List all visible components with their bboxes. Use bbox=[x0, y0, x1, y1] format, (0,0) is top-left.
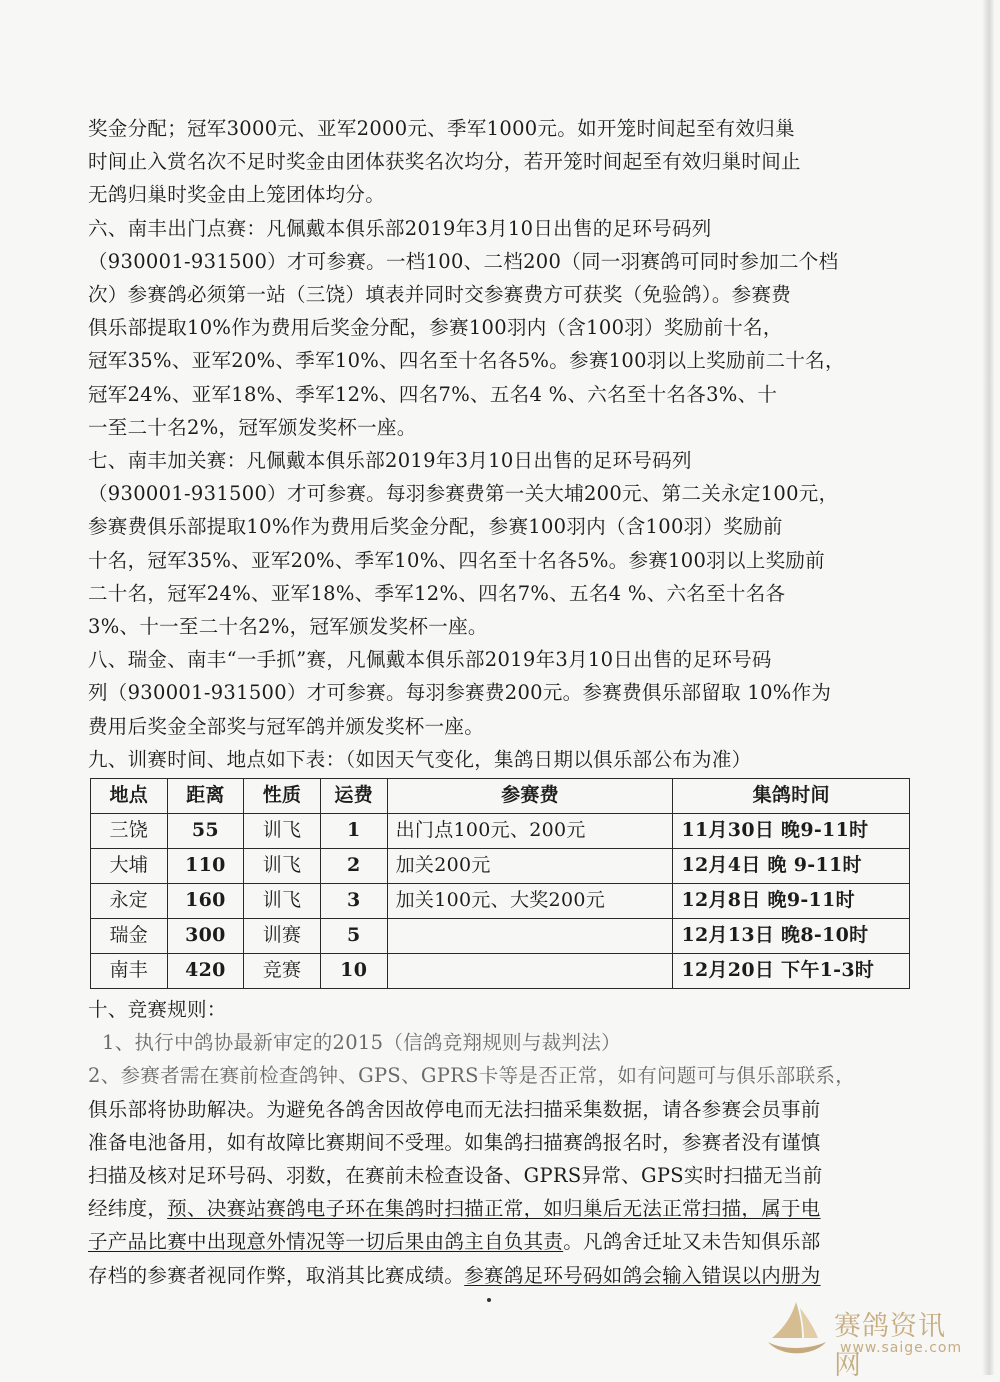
cell-freight: 5 bbox=[320, 919, 387, 954]
rule-2 bbox=[88, 1059, 948, 1291]
watermark-logo bbox=[762, 1298, 972, 1381]
cell-distance: 110 bbox=[167, 849, 244, 884]
text-line: （930001-931500）才可参赛。每羽参赛费第一关大埔200元、第二关永定100元， bbox=[88, 482, 839, 506]
text-line: 准备电池备用，如有故障比赛期间不受理。如集鸽扫描赛鸽报名时，参赛者没有谨慎 bbox=[88, 1130, 821, 1154]
cell-type: 训赛 bbox=[244, 919, 321, 954]
cell-freight: 10 bbox=[320, 954, 387, 989]
pigeon-sail-icon bbox=[762, 1298, 832, 1362]
cell-collection-time: 12月4日 晚 9-11时 bbox=[673, 849, 910, 884]
cell-collection-time: 11月30日 晚9-11时 bbox=[673, 814, 910, 849]
cell-entry-fee: 加关100元、大奖200元 bbox=[387, 884, 673, 919]
table-row bbox=[91, 919, 910, 954]
section-nine-heading: 九、训赛时间、地点如下表：（如因天气变化，集鸽日期以俱乐部公布为准） bbox=[88, 747, 752, 771]
text-line: 时间止入赏名次不足时奖金由团体获奖名次均分，若开笼时间起至有效归巢时间止 bbox=[88, 150, 801, 174]
text-line: 列（930001-931500）才可参赛。每羽参赛费200元。参赛费俱乐部留取 10%作为 bbox=[88, 681, 832, 705]
text-line: 十名，冠军35%、亚军20%、季军10%、四名至十名各5%。参赛100羽以上奖励前 bbox=[88, 548, 825, 572]
cell-entry-fee bbox=[387, 919, 673, 954]
cell-freight: 3 bbox=[320, 884, 387, 919]
underlined-text: 子产品比赛中出现意外情况等一切后果由鸽主自负其责 bbox=[88, 1230, 564, 1254]
text-line: 次）参赛鸽必须第一站（三饶）填表并同时交参赛费方可获奖（免验鸽）。参赛费 bbox=[88, 283, 792, 307]
text-line: 费用后奖金全部奖与冠军鸽并颁发奖杯一座。 bbox=[88, 714, 485, 738]
document-body bbox=[88, 112, 948, 1292]
rules-heading: 十、竞赛规则： bbox=[88, 998, 227, 1022]
cell-location: 三饶 bbox=[91, 814, 168, 849]
text-line: 参赛费俱乐部提取10%作为费用后奖金分配，参赛100羽内（含100羽）奖励前 bbox=[88, 515, 783, 539]
cell-distance: 420 bbox=[167, 954, 244, 989]
text-line bbox=[88, 1059, 948, 1092]
table-row bbox=[91, 814, 910, 849]
cell-type: 训飞 bbox=[244, 884, 321, 919]
cell-freight: 1 bbox=[320, 814, 387, 849]
rule-1: 1、执行中鸽协最新审定的2015（信鸽竞翔规则与裁判法） bbox=[102, 1031, 621, 1055]
text-span: 。凡鸽舍迁址又未告知俱乐部 bbox=[563, 1230, 821, 1254]
underlined-text: 参赛鸽足环号码如鸽会输入错误以内册为 bbox=[464, 1263, 821, 1287]
header-entry-fee: 参赛费 bbox=[387, 779, 673, 814]
text-line: 冠军24%、亚军18%、季军12%、四名7%、五名4 %、六名至十名各3%、十 bbox=[88, 382, 778, 406]
cell-distance: 160 bbox=[167, 884, 244, 919]
text-line: （930001-931500）才可参赛。一档100、二档200（同一羽赛鸽可同时参加二个档 bbox=[88, 249, 839, 273]
cell-location: 南丰 bbox=[91, 954, 168, 989]
text-line bbox=[88, 1259, 948, 1292]
text-line: 扫描及核对足环号码、羽数，在赛前未检查设备、GPRS异常、GPS实时扫描无当前 bbox=[88, 1164, 823, 1188]
text-span: 经纬度， bbox=[88, 1197, 168, 1221]
cell-entry-fee: 出门点100元、200元 bbox=[387, 814, 673, 849]
rule-2-line-1: 2、参赛者需在赛前检查鸽钟、GPS、GPRS卡等是否正常，如有问题可与俱乐部联系， bbox=[88, 1064, 856, 1088]
text-line: 3%、十一至二十名2%，冠军颁发奖杯一座。 bbox=[88, 615, 488, 639]
page-dot bbox=[487, 1298, 491, 1302]
header-freight: 运费 bbox=[320, 779, 387, 814]
cell-entry-fee: 加关200元 bbox=[387, 849, 673, 884]
section-eight-heading: 八、瑞金、南丰“一手抓”赛，凡佩戴本俱乐部2019年3月10日出售的足环号码 bbox=[88, 648, 772, 672]
cell-distance: 55 bbox=[167, 814, 244, 849]
text-line bbox=[88, 1225, 948, 1258]
cell-collection-time: 12月13日 晚8-10时 bbox=[673, 919, 910, 954]
table-row bbox=[91, 954, 910, 989]
section-seven-heading: 七、南丰加关赛：凡佩戴本俱乐部2019年3月10日出售的足环号码列 bbox=[88, 449, 692, 473]
section-six-heading: 六、南丰出门点赛：凡佩戴本俱乐部2019年3月10日出售的足环号码列 bbox=[88, 216, 712, 240]
header-collection-time: 集鸽时间 bbox=[673, 779, 910, 814]
cell-type: 训飞 bbox=[244, 849, 321, 884]
cell-collection-time: 12月8日 晚9-11时 bbox=[673, 884, 910, 919]
paragraph-block bbox=[88, 112, 948, 776]
table-row bbox=[91, 849, 910, 884]
text-line: 奖金分配；冠军3000元、亚军2000元、季军1000元。如开笼时间起至有效归巢 bbox=[88, 117, 795, 140]
text-line: 俱乐部提取10%作为费用后奖金分配，参赛100羽内（含100羽）奖励前十名， bbox=[88, 316, 783, 340]
cell-entry-fee bbox=[387, 954, 673, 989]
cell-location: 瑞金 bbox=[91, 919, 168, 954]
cell-freight: 2 bbox=[320, 849, 387, 884]
cell-location: 大埔 bbox=[91, 849, 168, 884]
page-edge bbox=[982, 0, 994, 1375]
table-header-row bbox=[91, 779, 910, 814]
watermark-url: www.saige.com bbox=[840, 1340, 963, 1356]
underlined-text: 预、决赛站赛鸽电子环在集鸽时扫描正常，如归巢后无法正常扫描，属于电 bbox=[167, 1197, 821, 1221]
cell-location: 永定 bbox=[91, 884, 168, 919]
watermark-name: 赛鸽资讯网 bbox=[834, 1311, 946, 1381]
text-span: 存档的参赛者视同作弊，取消其比赛成绩。 bbox=[88, 1263, 465, 1287]
schedule-table bbox=[90, 778, 910, 989]
header-location: 地点 bbox=[91, 779, 168, 814]
cell-type: 训飞 bbox=[244, 814, 321, 849]
text-line bbox=[88, 1192, 948, 1225]
text-line: 无鸽归巢时奖金由上笼团体均分。 bbox=[88, 183, 386, 207]
cell-type: 竞赛 bbox=[244, 954, 321, 989]
text-line: 俱乐部将协助解决。为避免各鸽舍因故停电而无法扫描采集数据，请各参赛会员事前 bbox=[88, 1097, 821, 1121]
table-row bbox=[91, 884, 910, 919]
text-line: 二十名，冠军24%、亚军18%、季军12%、四名7%、五名4 %、六名至十名各 bbox=[88, 581, 786, 605]
text-line: 冠军35%、亚军20%、季军10%、四名至十名各5%。参赛100羽以上奖励前二十名， bbox=[88, 349, 845, 373]
header-type: 性质 bbox=[244, 779, 321, 814]
header-distance: 距离 bbox=[167, 779, 244, 814]
cell-collection-time: 12月20日 下午1-3时 bbox=[673, 954, 910, 989]
text-line: 一至二十名2%，冠军颁发奖杯一座。 bbox=[88, 415, 417, 439]
cell-distance: 300 bbox=[167, 919, 244, 954]
